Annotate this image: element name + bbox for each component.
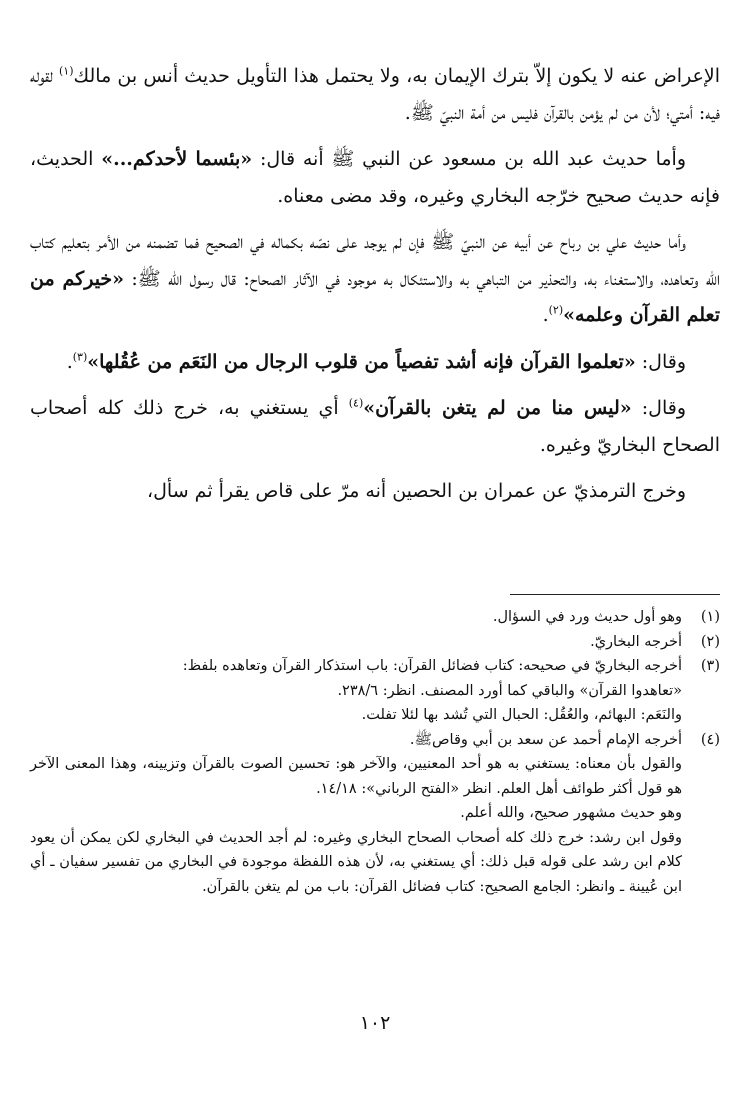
paragraph-text: وقال: — [631, 397, 687, 419]
footnote-ref-2: (٢) — [548, 303, 564, 317]
footnote-text — [30, 654, 682, 703]
paragraph-text: وأما حديث علي بن رباح عن أبيه عن النبيّ ﷺ فإن لم يوجد على نصّه بكماله في الصحيح فما تضمنه من الأمر بتعليم كتاب الله وتعاهده، والاستغناء به، والتحذير من التباهي به والاستئكال به موجود في الآثار الصحاح: قال رسول الله ﷺ: — [30, 231, 720, 290]
footnote-1 — [30, 605, 720, 630]
footnote-ref-4: (٤) — [348, 396, 364, 410]
paragraph-4 — [30, 344, 720, 381]
hadith-quote: «تعلموا القرآن فإنه أشد تفصياً من قلوب الرجال من النَعَم من عُقُلها» — [87, 350, 636, 373]
footnote-number: (٢) — [700, 633, 720, 650]
footnote-line: والنَعَم: البهائم، والعُقُل: الحبال التي تُشد بها لئلا تفلت. — [361, 707, 682, 723]
footnote-ref-3: (٣) — [72, 350, 88, 364]
paragraph-text: وأما حديث عبد الله بن مسعود عن النبي ﷺ أنه قال: — [252, 148, 686, 170]
footnotes — [30, 605, 720, 899]
footnote-line: وهو أول حديث ورد في السؤال. — [492, 609, 682, 625]
paragraph-text: . — [66, 350, 73, 373]
footnote-2 — [30, 630, 720, 655]
paragraph-1 — [30, 58, 720, 131]
footnote-line: والقول بأن معناه: يستغني به هو أحد المعنيين، والآخر هو: تحسين الصوت بالقرآن وتزيينه، وهذا المعنى الآخر هو قول أكثر طوائف أهل العلم. انظر «الفتح الرباني»: ١٤/١٨. — [30, 756, 682, 797]
paragraph-3 — [30, 224, 720, 334]
paragraph-text: . — [542, 304, 549, 326]
footnote-4-continuation — [30, 826, 720, 900]
footnote-line: وهو حديث مشهور صحيح، والله أعلم. — [460, 805, 682, 821]
hadith-quote: «بئسما لأحدكم...» — [101, 148, 253, 170]
footnote-number: (٤) — [700, 731, 720, 748]
page-number: ١٠٢ — [359, 1012, 391, 1034]
paragraph-text: أي يستغني به، خرج ذلك كله أصحاب الصحاح البخاريّ وغيره. — [30, 397, 720, 456]
paragraph-text: وقال: — [635, 350, 686, 373]
footnote-text — [30, 630, 682, 655]
footnote-line: أخرجه البخاريّ في صحيحه: كتاب فضائل القرآن: باب استذكار القرآن وتعاهده بلفظ: — [182, 658, 682, 674]
paragraph-text: وخرج الترمذيّ عن عمران بن الحصين أنه مرّ على قاص يقرأ ثم سأل، — [146, 480, 686, 502]
paragraph-2 — [30, 141, 720, 214]
footnote-line: وقول ابن رشد: خرج ذلك كله أصحاب الصحاح البخاري وغيره: لم أجد الحديث في البخاري لكن يمكن أن يعود كلام ابن رشد على قوله قبل ذلك: أي يستغني به، لأن هذه اللفظة موجودة في البخاري من تفسير سفيان ـ أي ابن عُيينة ـ وانظر: الجامع الصحيح: كتاب فضائل القرآن: باب من لم يتغن بالقرآن. — [30, 829, 682, 895]
footnote-line: «تعاهدوا القرآن» والباقي كما أورد المصنف. انظر: ٢٣٨/٦. — [337, 682, 682, 699]
footnote-3-continuation — [30, 703, 720, 728]
paragraph-5 — [30, 390, 720, 463]
paragraph-6 — [30, 473, 720, 510]
footnote-ref-1: (١) — [58, 64, 74, 78]
footnote-3 — [30, 654, 720, 703]
footnote-divider — [510, 594, 720, 595]
paragraph-text: الحديث، فإنه حديث صحيح خرّجه البخاري وغيره، وقد مضى معناه. — [30, 148, 720, 207]
footnote-line: أخرجه الإمام أحمد عن سعد بن أبي وقاصﷺ. — [409, 731, 682, 748]
footnote-number: (٣) — [700, 658, 720, 674]
footnote-text — [30, 728, 682, 753]
paragraph-text: لقوله فيه: أمتي؛ لأن من لم يؤمن بالقرآن فليس من أمة النبيّ ﷺ. — [30, 65, 720, 124]
footnote-number: (١) — [700, 609, 720, 625]
paragraph-text: الإعراض عنه لا يكون إلاّ بترك الإيمان به، ولا يحتمل هذا التأويل حديث أنس بن مالك — [73, 65, 721, 87]
footnote-4 — [30, 728, 720, 753]
footnote-4-continuation — [30, 801, 720, 826]
footnote-line: أخرجه البخاريّ. — [590, 633, 682, 650]
footnote-4-continuation — [30, 752, 720, 801]
main-text — [30, 58, 720, 520]
footnote-text — [30, 605, 682, 630]
hadith-quote: «خيركم من تعلم القرآن وعلمه» — [30, 267, 720, 326]
hadith-quote: «ليس منا من لم يتغن بالقرآن» — [363, 397, 632, 419]
